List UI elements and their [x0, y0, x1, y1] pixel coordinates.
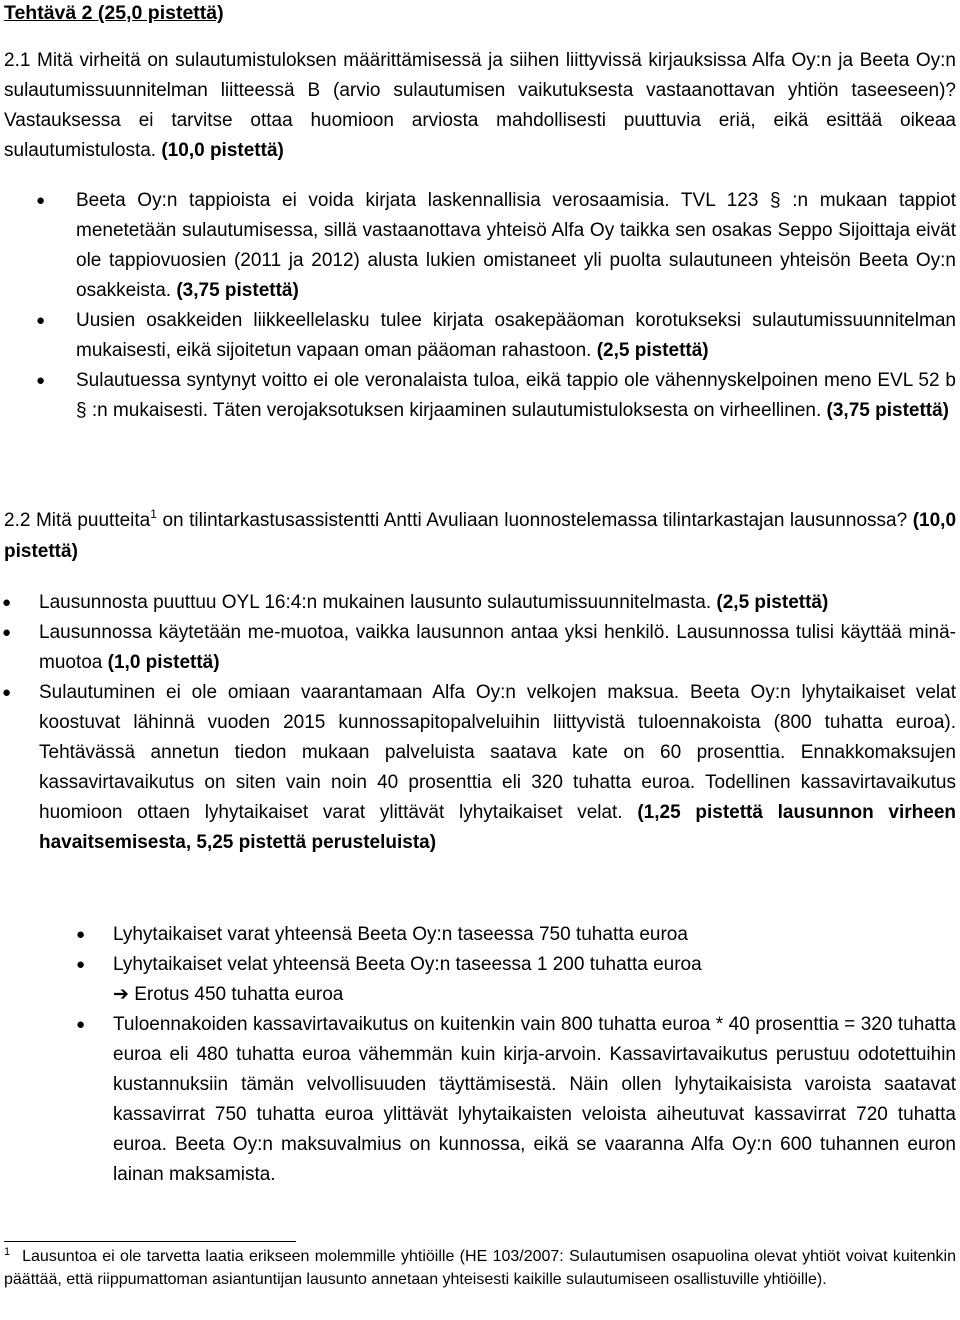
footnote-mark[interactable]: 1 — [150, 507, 157, 521]
footnote-text: Lausuntoa ei ole tarvetta laatia erikseen molemmille yhtiöille (HE 103/2007: Sulautumisen osapuolina olevat yhtiöt voivat kuitenkin päättää, että riippumattoman asiantuntijan lausunto annetaan yhteisesti kaikille sulautumiseen osallistuville yhtiöille). — [4, 1248, 956, 1288]
bullet-icon: ● — [36, 192, 46, 209]
list-item: ● Lyhytaikaiset velat yhteensä Beeta Oy:n taseessa 1 200 tuhatta euroa ➔ Erotus 450 tuhatta euroa — [4, 950, 956, 1010]
list-item: ● Lausunnosta puuttuu OYL 16:4:n mukainen lausunto sulautumissuunnitelmasta. (2,5 pistettä) — [4, 588, 956, 618]
question-2-1-text: 2.1 Mitä virheitä on sulautumistuloksen määrittämisessä ja siihen liittyvissä kirjauksissa Alfa Oy:n ja Beeta Oy:n sulautumissuunnitelman liitteessä B (arvio sulautumisen vaikutuksesta vastaanottavan yhtiön taseeseen)? Vastauksessa ei tarvitse ottaa huomioon arviosta mahdollisesti puuttuvia eriä, eikä esittää oikeaa sulautumistulosta. — [4, 50, 956, 161]
list-item: ● Tuloennakoiden kassavirtavaikutus on kuitenkin vain 800 tuhatta euroa * 40 prosenttia = 320 tuhatta euroa eli 480 tuhatta euroa vähemmän kuin kirja-arvoin. Kassavirtavaikutus perustuu odotettuihin kustannuksiin tämän velvollisuuden täyttämisestä. Näin ollen lyhytaikaisista varoista saatavat kassavirrat 750 tuhatta euroa ylittävät lyhytaikaisten veloista aiheutuvat kassavirrat 720 tuhatta euroa. Beeta Oy:n maksuvalmius on kunnossa, eikä se vaaranna Alfa Oy:n 600 tuhannen euron lainan maksamista. — [4, 1010, 956, 1190]
bullet-icon: ● — [2, 594, 12, 611]
question-2-1-points: (10,0 pistettä) — [161, 140, 284, 161]
task-title: Tehtävä 2 (25,0 pistettä) — [4, 2, 224, 24]
question-2-2-points: (10,0 pistettä) — [4, 510, 957, 562]
list-item: ● Sulautuessa syntynyt voitto ei ole veronalaista tuloa, eikä tappio ole vähennyskelpoinen meno EVL 52 b § :n mukaisesti. Täten verojaksotuksen kirjaaminen sulautumistuloksesta on virheellinen. (3,75 pistettä) — [4, 366, 956, 426]
bullet-icon: ● — [36, 372, 46, 389]
arrow-right-icon: ➔ — [113, 984, 129, 1005]
list-item: ● Uusien osakkeiden liikkeellelasku tulee kirjata osakepääoman korotukseksi sulautumissuunnitelman mukaisesti, eikä sijoitetun vapaan oman pääoman rahastoon. (2,5 pistettä) — [4, 306, 956, 366]
difference-line — [113, 980, 956, 1010]
list-item: ● Sulautuminen ei ole omiaan vaarantamaan Alfa Oy:n velkojen maksua. Beeta Oy:n lyhytaikaiset velat koostuvat lähinnä vuoden 2015 kunnossapitopalveluihin liittyvistä tuloennakoista (800 tuhatta euroa). Tehtävässä annetun tiedon mukaan palveluista saatava kate on 60 prosenttia. Ennakkomaksujen kassavirtavaikutus on siten vain noin 40 prosenttia eli 320 tuhatta euroa. Todellinen kassavirtavaikutus huomioon ottaen lyhytaikaiset varat ylittävät lyhytaikaiset velat. (1,25 pistettä lausunnon virheen havaitsemisesta, 5,25 pistettä perusteluista) — [4, 678, 956, 858]
question-2-2 — [4, 506, 956, 567]
footnote-number: 1 — [4, 1246, 11, 1258]
question-2-1 — [4, 46, 956, 166]
bullet-icon: ● — [36, 312, 46, 329]
list-item: ● Beeta Oy:n tappioista ei voida kirjata laskennallisia verosaamisia. TVL 123 § :n mukaan tappiot menetetään sulautumisessa, sillä vastaanottava yhteisö Alfa Oy taikka sen osakas Seppo Sijoittaja eivät ole tappiovuosien (2011 ja 2012) alusta lukien omistaneet yli puolta sulautuneen yhteisön Beeta Oy:n osakkeista. (3,75 pistettä) — [4, 186, 956, 306]
list-item: ● Lyhytaikaiset varat yhteensä Beeta Oy:n taseessa 750 tuhatta euroa — [4, 920, 956, 950]
difference-text: Erotus 450 tuhatta euroa — [134, 984, 344, 1005]
answer-list-2-1 — [4, 186, 956, 426]
footnote — [4, 1246, 956, 1291]
question-2-2-text-b: on tilintarkastusassistentti Antti Avuliaan luonnostelemassa tilintarkastajan lausunnossa? — [162, 510, 908, 531]
footnote-divider — [4, 1241, 296, 1242]
bullet-icon: ● — [76, 1016, 86, 1033]
bullet-icon: ● — [2, 684, 12, 701]
answer-list-2-2 — [4, 588, 956, 858]
list-item: ● Lausunnossa käytetään me-muotoa, vaikka lausunnon antaa yksi henkilö. Lausunnossa tulisi käyttää minä-muotoa (1,0 pistettä) — [4, 618, 956, 678]
bullet-icon: ● — [2, 624, 12, 641]
bullet-icon: ● — [76, 956, 86, 973]
bullet-icon: ● — [76, 926, 86, 943]
question-2-2-text-a: 2.2 Mitä puutteita — [4, 510, 151, 531]
calculation-list — [4, 920, 956, 1190]
